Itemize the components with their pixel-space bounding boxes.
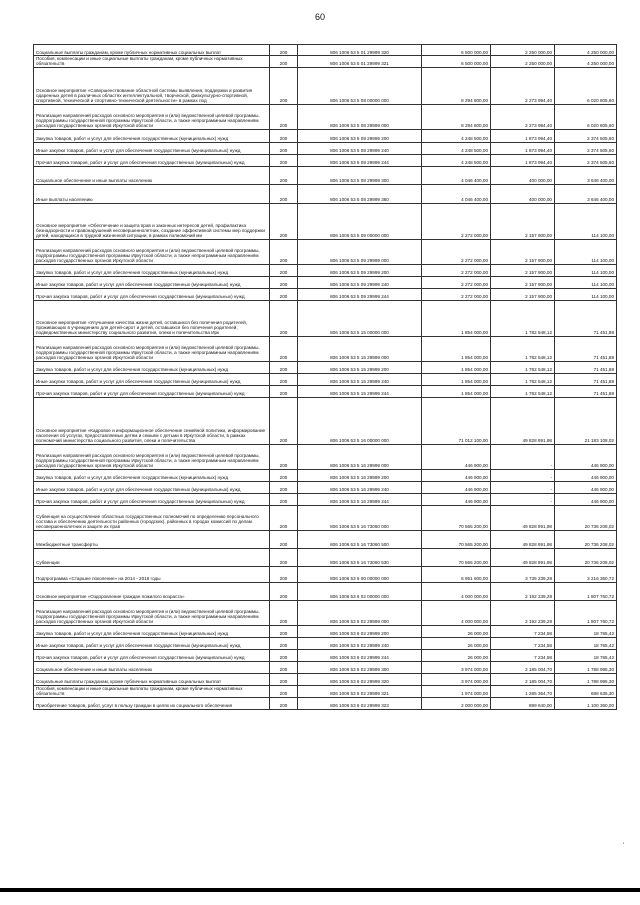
table-row (34, 288, 617, 300)
row-name-cell: Закупка товаров, работ и услуг для обеспечения государственных (муниципальных) нужд (34, 361, 270, 373)
row-name-cell: Закупка товаров, работ и услуг для обеспечения государственных (муниципальных) нужд (34, 625, 270, 637)
row-kbk-cell: 806 1006 53 5 09 29999 200 (298, 264, 422, 276)
row-code-cell: 200 (270, 288, 298, 300)
row-remainder-cell: 446 900,00 (555, 481, 617, 493)
table-row (34, 239, 617, 264)
table-row (34, 276, 617, 288)
row-name-cell: Приобретение товаров, работ, услуг в пользу граждан в целях их социального обеспечения (34, 697, 270, 709)
row-executed-cell: 7 234,58 (491, 625, 555, 637)
row-code-cell: 200 (270, 548, 298, 566)
row-executed-cell: 2 273 994,40 (491, 104, 555, 129)
row-name-cell: Основное мероприятие «Кадровое и информационное обеспечение семейной политики, информирование населения об услугах, предоставляемых детям и семьям с детьми в Иркутской области, в рамках полномочий министерства социального развития, опеки и попечительства (34, 397, 270, 444)
table-row (34, 129, 617, 142)
row-code-cell: 200 (270, 361, 298, 373)
row-name-cell: Закупка товаров, работ и услуг для обеспечения государственных (муниципальных) нужд (34, 469, 270, 481)
row-kbk-cell: 806 1006 53 5 08 29999 360 (298, 184, 422, 203)
row-name-cell: Закупка товаров, работ и услуг для обеспечения государственных (муниципальных) нужд (34, 129, 270, 142)
row-name-cell: Основное мероприятие «Оздоровление граждан пожилого возраста» (34, 582, 270, 600)
row-name-cell: Основное мероприятие «Улучшение качества жизни детей, оставшихся без попечения родителей, проживающих в учреждениях для детей-сирот и детей, оставшихся без попечения родителей, подведомственных министерству социального развития, опеки и попечительства Ирк (34, 300, 270, 336)
row-code-cell: 200 (270, 493, 298, 505)
row-code-cell: 200 (270, 336, 298, 361)
row-code-cell: 200 (270, 505, 298, 530)
row-executed-cell: 49 828 991,98 (491, 530, 555, 548)
table-row (34, 625, 617, 637)
row-kbk-cell: 806 1006 53 6 02 00000 000 (298, 582, 422, 600)
row-remainder-cell: 688 635,30 (555, 685, 617, 697)
row-remainder-cell: 71 451,88 (555, 336, 617, 361)
table-row (34, 104, 617, 129)
row-executed-cell: 7 234,58 (491, 649, 555, 661)
row-approved-cell: 1 854 000,00 (422, 336, 491, 361)
row-remainder-cell: 18 765,42 (555, 625, 617, 637)
row-code-cell: 200 (270, 264, 298, 276)
table-row (34, 166, 617, 184)
row-remainder-cell: 6 020 805,60 (555, 67, 617, 104)
row-code-cell: 200 (270, 697, 298, 709)
row-remainder-cell: 18 765,42 (555, 649, 617, 661)
row-approved-cell: 70 565 200,00 (422, 505, 491, 530)
table-row (34, 264, 617, 276)
row-approved-cell: 4 046 400,00 (422, 184, 491, 203)
row-remainder-cell: 3 216 360,72 (555, 566, 617, 582)
row-executed-cell: - (491, 444, 555, 469)
table-row (34, 530, 617, 548)
row-kbk-cell: 806 1006 53 6 02 29999 321 (298, 685, 422, 697)
row-remainder-cell: 3 646 400,00 (555, 166, 617, 184)
table-row (34, 673, 617, 685)
row-executed-cell: 1 285 364,70 (491, 685, 555, 697)
budget-table (33, 44, 617, 710)
row-remainder-cell: 446 900,00 (555, 469, 617, 481)
row-approved-cell: 8 294 800,00 (422, 67, 491, 104)
page-number: 60 (314, 12, 325, 22)
row-executed-cell: 2 157 900,00 (491, 276, 555, 288)
table-row (34, 566, 617, 582)
row-remainder-cell: 4 250 000,00 (555, 56, 617, 68)
row-approved-cell: 1 854 000,00 (422, 300, 491, 336)
row-name-cell: Иные закупки товаров, работ и услуг для обеспечения государственных (муниципальных) нужд (34, 637, 270, 649)
row-name-cell: Основное мероприятие «Совершенствование областной системы выявления, поддержки и развития одаренных детей в различных областях интеллектуальной, творческой, физкультурно-спортивной, спортивной, технической и спортивно-технической деятельности» в рамках под (34, 67, 270, 104)
table-row (34, 361, 617, 373)
table-row (34, 649, 617, 661)
row-approved-cell: 1 854 000,00 (422, 373, 491, 385)
row-executed-cell: 2 157 900,00 (491, 239, 555, 264)
row-code-cell: 200 (270, 56, 298, 68)
scan-edge-bar (0, 888, 640, 892)
row-remainder-cell: 2 374 505,60 (555, 154, 617, 166)
row-executed-cell: 49 828 991,98 (491, 397, 555, 444)
row-remainder-cell: 21 183 108,02 (555, 397, 617, 444)
row-kbk-cell: 806 1006 53 5 09 00000 000 (298, 203, 422, 239)
row-executed-cell: - (491, 493, 555, 505)
row-name-cell: Реализация направлений расходов основного мероприятия и (или) ведомственной целевой программы, подпрограммы государственной программы Иркутской области, а также непрограммным направлениям расходов государственных органов Иркутской области (34, 239, 270, 264)
row-code-cell: 200 (270, 530, 298, 548)
row-executed-cell: 7 234,58 (491, 637, 555, 649)
table-row (34, 154, 617, 166)
row-approved-cell: 2 272 000,00 (422, 264, 491, 276)
row-approved-cell: 1 974 000,00 (422, 685, 491, 697)
row-kbk-cell: 806 1006 53 6 02 29999 244 (298, 649, 422, 661)
row-kbk-cell: 806 1006 53 5 16 73060 000 (298, 505, 422, 530)
row-kbk-cell: 806 1006 53 5 08 29999 000 (298, 104, 422, 129)
row-kbk-cell: 806 1006 53 6 02 29999 320 (298, 673, 422, 685)
table-row (34, 685, 617, 697)
row-approved-cell: 26 000,00 (422, 637, 491, 649)
row-name-cell: Подпрограмма «Старшее поколение» на 2014 - 2018 годы (34, 566, 270, 582)
table-row (34, 56, 617, 68)
row-executed-cell: 1 873 994,40 (491, 129, 555, 142)
row-approved-cell: 446 900,00 (422, 469, 491, 481)
row-name-cell: Социальное обеспечение и иные выплаты населению (34, 166, 270, 184)
row-code-cell: 200 (270, 142, 298, 154)
row-executed-cell: 1 782 548,12 (491, 336, 555, 361)
table-row (34, 600, 617, 625)
row-executed-cell: 2 250 000,00 (491, 56, 555, 68)
row-executed-cell: 2 157 900,00 (491, 264, 555, 276)
row-approved-cell: 2 272 000,00 (422, 239, 491, 264)
row-remainder-cell: 2 374 505,60 (555, 142, 617, 154)
row-kbk-cell: 806 1006 53 6 02 29999 240 (298, 637, 422, 649)
row-executed-cell: 2 185 004,70 (491, 661, 555, 673)
row-remainder-cell: 18 765,42 (555, 637, 617, 649)
row-executed-cell: 400 000,00 (491, 184, 555, 203)
row-name-cell: Реализация направлений расходов основного мероприятия и (или) ведомственной целевой программы, подпрограммы государственной программы Иркутской области, а также непрограммным направлениям расходов государственных органов Иркутской области (34, 336, 270, 361)
row-executed-cell: 2 157 900,00 (491, 203, 555, 239)
row-code-cell: 200 (270, 582, 298, 600)
table-row (34, 203, 617, 239)
row-kbk-cell: 806 1006 53 5 16 29999 244 (298, 493, 422, 505)
row-name-cell: Прочая закупка товаров, работ и услуг для обеспечения государственных (муниципальных) нужд (34, 493, 270, 505)
row-remainder-cell: 114 100,00 (555, 203, 617, 239)
row-executed-cell: 400 000,00 (491, 166, 555, 184)
row-kbk-cell: 806 1006 53 5 15 29999 240 (298, 373, 422, 385)
row-executed-cell: - (491, 469, 555, 481)
row-remainder-cell: 114 100,00 (555, 276, 617, 288)
row-remainder-cell: 20 736 208,02 (555, 530, 617, 548)
row-approved-cell: 6 500 000,00 (422, 45, 491, 56)
row-remainder-cell: 114 100,00 (555, 264, 617, 276)
row-code-cell: 200 (270, 600, 298, 625)
row-remainder-cell: 446 900,00 (555, 444, 617, 469)
row-code-cell: 200 (270, 469, 298, 481)
row-kbk-cell: 806 1006 53 5 16 29999 240 (298, 481, 422, 493)
row-kbk-cell: 806 1006 53 5 15 29999 200 (298, 361, 422, 373)
row-executed-cell: 2 185 004,70 (491, 673, 555, 685)
row-name-cell: Реализация направлений расходов основного мероприятия и (или) ведомственной целевой программы, подпрограммы государственной программы Иркутской области, а также непрограммным направлениям расходов государственных органов Иркутской области (34, 444, 270, 469)
table-row (34, 661, 617, 673)
row-name-cell: Межбюджетные трансферты (34, 530, 270, 548)
row-name-cell: Основное мероприятие «Обеспечение и защита прав и законных интересов детей, профилактика безнадзорности и правонарушений несовершеннолетних, создание эффективной системы мер поддержки детей, находящихся в трудной жизненной ситуации, в рамках полномочий ми (34, 203, 270, 239)
row-kbk-cell: 806 1006 53 5 16 00000 000 (298, 397, 422, 444)
row-kbk-cell: 806 1006 53 5 09 29999 240 (298, 276, 422, 288)
row-code-cell: 200 (270, 481, 298, 493)
row-approved-cell: 4 000 000,00 (422, 600, 491, 625)
row-approved-cell: 6 951 600,00 (422, 566, 491, 582)
row-code-cell: 200 (270, 104, 298, 129)
table-row (34, 184, 617, 203)
table-row (34, 336, 617, 361)
row-executed-cell: 1 873 994,40 (491, 142, 555, 154)
row-name-cell: Иные выплаты населению (34, 184, 270, 203)
table-row (34, 637, 617, 649)
row-executed-cell: 1 782 548,12 (491, 373, 555, 385)
row-executed-cell: 49 828 991,98 (491, 548, 555, 566)
row-kbk-cell: 806 1006 53 6 02 29999 300 (298, 661, 422, 673)
table-row (34, 45, 617, 56)
row-name-cell: Иные закупки товаров, работ и услуг для обеспечения государственных (муниципальных) нужд (34, 276, 270, 288)
row-kbk-cell: 806 1006 53 5 15 29999 000 (298, 336, 422, 361)
margin-mark: ' (623, 843, 625, 849)
row-name-cell: Социальное обеспечение и иные выплаты населению (34, 661, 270, 673)
table-row (34, 481, 617, 493)
table-row (34, 548, 617, 566)
row-code-cell: 200 (270, 276, 298, 288)
row-name-cell: Закупка товаров, работ и услуг для обеспечения государственных (муниципальных) нужд (34, 264, 270, 276)
row-name-cell: Пособия, компенсации и иные социальные выплаты гражданам, кроме публичных нормативных обязательств (34, 56, 270, 68)
row-approved-cell: 2 000 000,00 (422, 697, 491, 709)
row-kbk-cell: 806 1006 53 6 02 29999 323 (298, 697, 422, 709)
row-approved-cell: 70 565 200,00 (422, 530, 491, 548)
row-approved-cell: 2 272 000,00 (422, 276, 491, 288)
row-code-cell: 200 (270, 649, 298, 661)
row-name-cell: Иные закупки товаров, работ и услуг для обеспечения государственных (муниципальных) нужд (34, 142, 270, 154)
row-kbk-cell: 806 1006 53 5 09 29999 000 (298, 239, 422, 264)
row-kbk-cell: 806 1006 53 5 16 73060 530 (298, 548, 422, 566)
row-approved-cell: 4 000 000,00 (422, 582, 491, 600)
table-row (34, 397, 617, 444)
row-approved-cell: 2 272 000,00 (422, 203, 491, 239)
row-approved-cell: 26 000,00 (422, 649, 491, 661)
table-row (34, 300, 617, 336)
row-approved-cell: 70 565 200,00 (422, 548, 491, 566)
table-row (34, 697, 617, 709)
table-row (34, 444, 617, 469)
row-approved-cell: 1 854 000,00 (422, 385, 491, 397)
table-row (34, 505, 617, 530)
row-executed-cell: 2 273 994,40 (491, 67, 555, 104)
row-executed-cell: 899 640,00 (491, 697, 555, 709)
row-code-cell: 200 (270, 239, 298, 264)
row-name-cell: Субвенция на осуществление областных государственных полномочий по определению персонального состава и обеспечению деятельности районных (городских), районных в городах комиссий по делам несовершеннолетних и защите их прав (34, 505, 270, 530)
row-name-cell: Прочая закупка товаров, работ и услуг для обеспечения государственных (муниципальных) нужд (34, 385, 270, 397)
row-approved-cell: 8 294 800,00 (422, 104, 491, 129)
row-approved-cell: 446 900,00 (422, 444, 491, 469)
row-kbk-cell: 806 1006 53 6 00 00000 000 (298, 566, 422, 582)
table-row (34, 373, 617, 385)
row-approved-cell: 446 900,00 (422, 481, 491, 493)
row-kbk-cell: 806 1006 53 5 08 00000 000 (298, 67, 422, 104)
table-row (34, 67, 617, 104)
row-name-cell: Реализация направлений расходов основного мероприятия и (или) ведомственной целевой программы, подпрограммы государственной программы Иркутской области, а также непрограммным направлениям расходов государственных органов Иркутской области (34, 600, 270, 625)
row-kbk-cell: 806 1006 53 5 01 29999 321 (298, 56, 422, 68)
row-remainder-cell: 2 374 505,60 (555, 129, 617, 142)
row-kbk-cell: 806 1006 53 5 16 29999 200 (298, 469, 422, 481)
row-kbk-cell: 806 1006 53 5 08 29999 300 (298, 166, 422, 184)
row-kbk-cell: 806 1006 53 5 16 73060 500 (298, 530, 422, 548)
row-code-cell: 200 (270, 444, 298, 469)
row-code-cell: 200 (270, 625, 298, 637)
row-kbk-cell: 806 1006 53 5 09 29999 244 (298, 288, 422, 300)
row-code-cell: 200 (270, 566, 298, 582)
row-remainder-cell: 1 807 760,72 (555, 582, 617, 600)
row-remainder-cell: 20 736 208,02 (555, 548, 617, 566)
row-approved-cell: 2 272 000,00 (422, 288, 491, 300)
row-code-cell: 200 (270, 45, 298, 56)
row-remainder-cell: 114 100,00 (555, 239, 617, 264)
row-kbk-cell: 806 1006 53 5 08 29999 244 (298, 154, 422, 166)
row-name-cell: Реализация направлений расходов основного мероприятия и (или) ведомственной целевой программы, подпрограммы государственной программы Иркутской области, а также непрограммным направлениям расходов государственных органов Иркутской области (34, 104, 270, 129)
table-row (34, 385, 617, 397)
row-name-cell: Пособия, компенсации и иные социальные выплаты гражданам, кроме публичных нормативных обязательств (34, 685, 270, 697)
row-name-cell: Прочая закупка товаров, работ и услуг для обеспечения государственных (муниципальных) нужд (34, 649, 270, 661)
table-row (34, 493, 617, 505)
row-kbk-cell: 806 1006 53 5 08 29999 240 (298, 142, 422, 154)
row-code-cell: 200 (270, 154, 298, 166)
row-code-cell: 200 (270, 300, 298, 336)
row-approved-cell: 4 248 500,00 (422, 129, 491, 142)
row-remainder-cell: 71 451,88 (555, 361, 617, 373)
table-row (34, 469, 617, 481)
row-kbk-cell: 806 1006 53 5 15 29999 244 (298, 385, 422, 397)
row-name-cell: Социальные выплаты гражданам, кроме публичных нормативных социальных выплат (34, 673, 270, 685)
row-kbk-cell: 806 1006 53 5 16 29999 000 (298, 444, 422, 469)
table-row (34, 142, 617, 154)
row-kbk-cell: 806 1006 53 6 02 29999 000 (298, 600, 422, 625)
row-code-cell: 200 (270, 661, 298, 673)
row-approved-cell: 4 248 500,00 (422, 154, 491, 166)
row-executed-cell: 3 735 239,28 (491, 566, 555, 582)
row-kbk-cell: 806 1006 53 5 01 29999 320 (298, 45, 422, 56)
row-kbk-cell: 806 1006 53 6 02 29999 200 (298, 625, 422, 637)
row-code-cell: 200 (270, 166, 298, 184)
row-code-cell: 200 (270, 397, 298, 444)
row-code-cell: 200 (270, 385, 298, 397)
table-row (34, 582, 617, 600)
row-remainder-cell: 6 020 805,60 (555, 104, 617, 129)
row-executed-cell: 1 782 548,12 (491, 300, 555, 336)
row-remainder-cell: 446 900,00 (555, 493, 617, 505)
row-executed-cell: 1 873 994,40 (491, 154, 555, 166)
row-approved-cell: 1 854 000,00 (422, 361, 491, 373)
row-name-cell: Прочая закупка товаров, работ и услуг для обеспечения государственных (муниципальных) нужд (34, 154, 270, 166)
row-name-cell: Субвенции (34, 548, 270, 566)
row-executed-cell: 2 192 239,28 (491, 582, 555, 600)
row-name-cell: Прочая закупка товаров, работ и услуг для обеспечения государственных (муниципальных) нужд (34, 288, 270, 300)
row-code-cell: 200 (270, 373, 298, 385)
row-kbk-cell: 806 1006 53 5 08 29999 200 (298, 129, 422, 142)
row-remainder-cell: 71 451,88 (555, 373, 617, 385)
row-code-cell: 200 (270, 184, 298, 203)
row-executed-cell: 1 782 548,12 (491, 361, 555, 373)
row-approved-cell: 71 012 100,00 (422, 397, 491, 444)
row-executed-cell: 2 250 000,00 (491, 45, 555, 56)
row-name-cell: Иные закупки товаров, работ и услуг для обеспечения государственных (муниципальных) нужд (34, 481, 270, 493)
row-approved-cell: 26 000,00 (422, 625, 491, 637)
row-remainder-cell: 1 788 995,30 (555, 673, 617, 685)
row-executed-cell: 1 782 548,12 (491, 385, 555, 397)
row-code-cell: 200 (270, 637, 298, 649)
row-name-cell: Иные закупки товаров, работ и услуг для обеспечения государственных (муниципальных) нужд (34, 373, 270, 385)
table-body (34, 45, 617, 710)
row-approved-cell: 4 046 400,00 (422, 166, 491, 184)
row-name-cell: Социальные выплаты гражданам, кроме публичных нормативных социальных выплат (34, 45, 270, 56)
row-code-cell: 200 (270, 685, 298, 697)
row-executed-cell: 2 192 239,28 (491, 600, 555, 625)
row-remainder-cell: 20 736 208,02 (555, 505, 617, 530)
row-remainder-cell: 4 250 000,00 (555, 45, 617, 56)
row-approved-cell: 4 248 500,00 (422, 142, 491, 154)
row-remainder-cell: 114 100,00 (555, 288, 617, 300)
row-remainder-cell: 71 451,88 (555, 300, 617, 336)
row-remainder-cell: 71 451,88 (555, 385, 617, 397)
row-code-cell: 200 (270, 67, 298, 104)
row-executed-cell: - (491, 481, 555, 493)
row-remainder-cell: 1 100 360,00 (555, 697, 617, 709)
row-approved-cell: 3 974 000,00 (422, 673, 491, 685)
row-approved-cell: 3 974 000,00 (422, 661, 491, 673)
row-code-cell: 200 (270, 203, 298, 239)
row-code-cell: 200 (270, 673, 298, 685)
row-kbk-cell: 806 1006 53 5 15 00000 000 (298, 300, 422, 336)
row-executed-cell: 2 157 900,00 (491, 288, 555, 300)
row-executed-cell: 49 828 991,98 (491, 505, 555, 530)
row-approved-cell: 6 500 000,00 (422, 56, 491, 68)
row-remainder-cell: 1 788 995,30 (555, 661, 617, 673)
row-remainder-cell: 1 807 760,72 (555, 600, 617, 625)
row-approved-cell: 446 900,00 (422, 493, 491, 505)
row-remainder-cell: 3 646 400,00 (555, 184, 617, 203)
row-code-cell: 200 (270, 129, 298, 142)
